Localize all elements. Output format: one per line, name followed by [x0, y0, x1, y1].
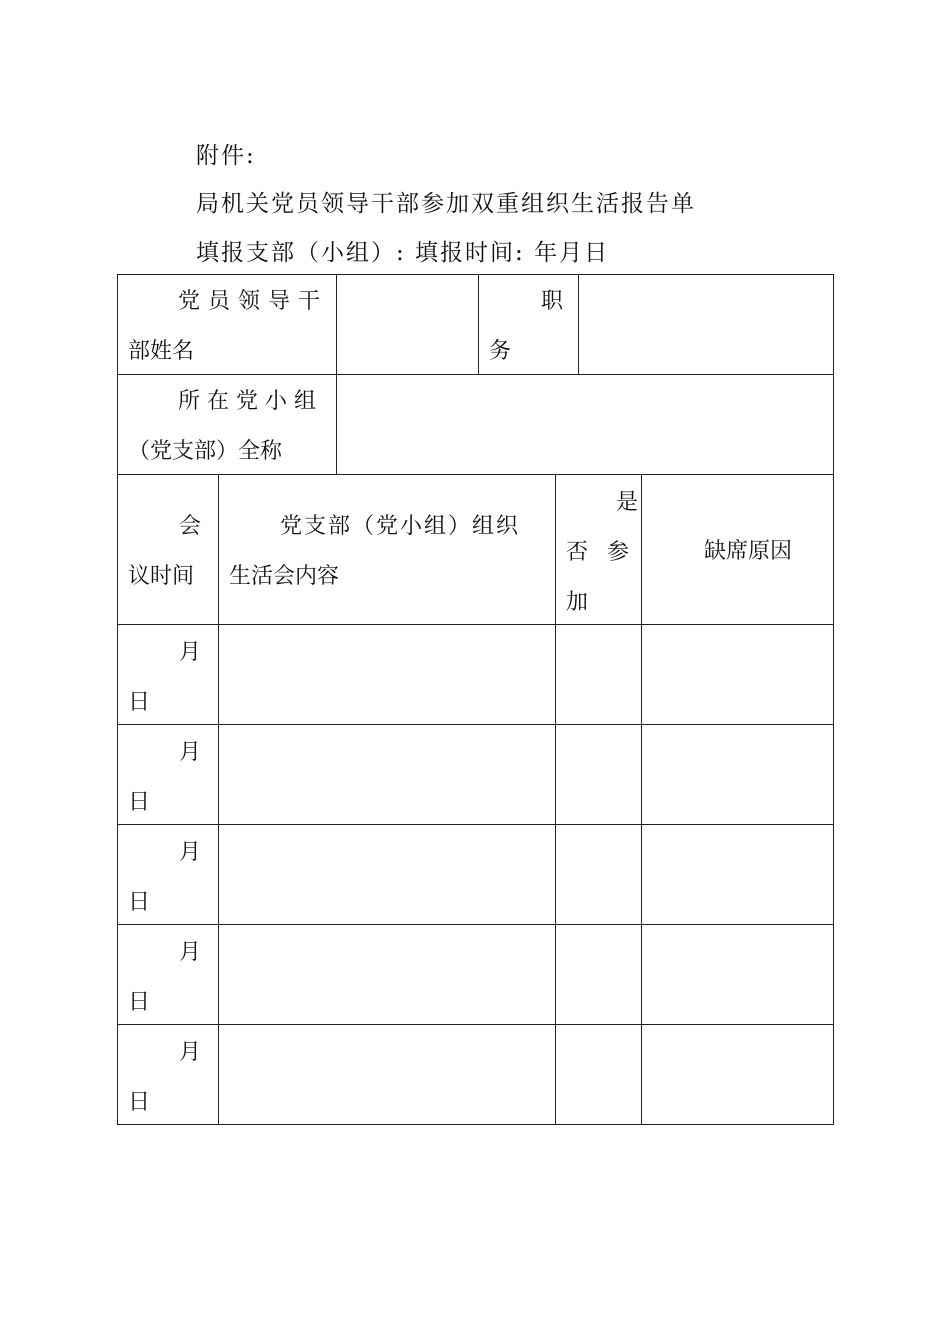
row-reason-cell[interactable]	[641, 924, 834, 1025]
row-reason-cell[interactable]	[641, 624, 834, 725]
row-attended-cell[interactable]	[555, 1024, 642, 1125]
row-month-label: 月	[179, 940, 202, 965]
row-date-cell	[117, 1024, 219, 1125]
group-value-cell[interactable]	[336, 374, 834, 475]
row-content-cell[interactable]	[218, 624, 556, 725]
row-day-label: 日	[128, 790, 151, 815]
col-attend-line3: 加	[566, 590, 589, 615]
row-day-label: 日	[128, 690, 151, 715]
row-attended-cell[interactable]	[555, 624, 642, 725]
col-content-line2: 生活会内容	[229, 564, 340, 589]
row-month-label: 月	[179, 640, 202, 665]
row-day-label: 日	[128, 1090, 151, 1115]
row-day-label: 日	[128, 890, 151, 915]
col-attend-line1: 是	[616, 490, 639, 515]
row-attended-cell[interactable]	[555, 824, 642, 925]
name-value-cell[interactable]	[336, 274, 479, 375]
group-label-cell	[117, 374, 337, 475]
col-attend-line2: 否 参	[566, 540, 635, 565]
col-time-line1: 会	[179, 514, 202, 539]
group-label-line2: （党支部）全称	[128, 439, 283, 464]
row-reason-cell[interactable]	[641, 824, 834, 925]
name-label-line1: 党员领导干	[178, 289, 329, 314]
row-content-cell[interactable]	[218, 924, 556, 1025]
row-content-cell[interactable]	[218, 824, 556, 925]
position-label-line1: 职	[541, 289, 564, 314]
group-label-line1: 所在党小组	[178, 389, 324, 414]
position-value-cell[interactable]	[578, 274, 834, 375]
col-header-content	[218, 474, 556, 625]
col-time-line2: 议时间	[128, 564, 195, 589]
col-content-line1: 党支部（党小组）组织	[280, 514, 521, 539]
form-title: 局机关党员领导干部参加双重组织生活报告单	[196, 191, 696, 217]
row-attended-cell[interactable]	[555, 724, 642, 825]
row-attended-cell[interactable]	[555, 924, 642, 1025]
row-month-label: 月	[179, 740, 202, 765]
row-date-cell	[117, 924, 219, 1025]
fill-info-line: 填报支部（小组）: 填报时间: 年月日	[196, 240, 610, 266]
row-reason-cell[interactable]	[641, 724, 834, 825]
row-date-cell	[117, 724, 219, 825]
row-date-cell	[117, 824, 219, 925]
name-label-line2: 部姓名	[128, 339, 195, 364]
row-content-cell[interactable]	[218, 1024, 556, 1125]
row-day-label: 日	[128, 990, 151, 1015]
attachment-label: 附件:	[196, 143, 256, 169]
row-reason-cell[interactable]	[641, 1024, 834, 1125]
col-reason-label: 缺席原因	[704, 539, 793, 564]
col-header-attended	[555, 474, 642, 625]
name-label-cell	[117, 274, 337, 375]
row-date-cell	[117, 624, 219, 725]
row-content-cell[interactable]	[218, 724, 556, 825]
row-month-label: 月	[179, 840, 202, 865]
position-label-cell	[478, 274, 579, 375]
position-label-line2: 务	[489, 339, 512, 364]
col-header-absence-reason	[641, 474, 834, 625]
row-month-label: 月	[179, 1040, 202, 1065]
col-header-meeting-time	[117, 474, 219, 625]
